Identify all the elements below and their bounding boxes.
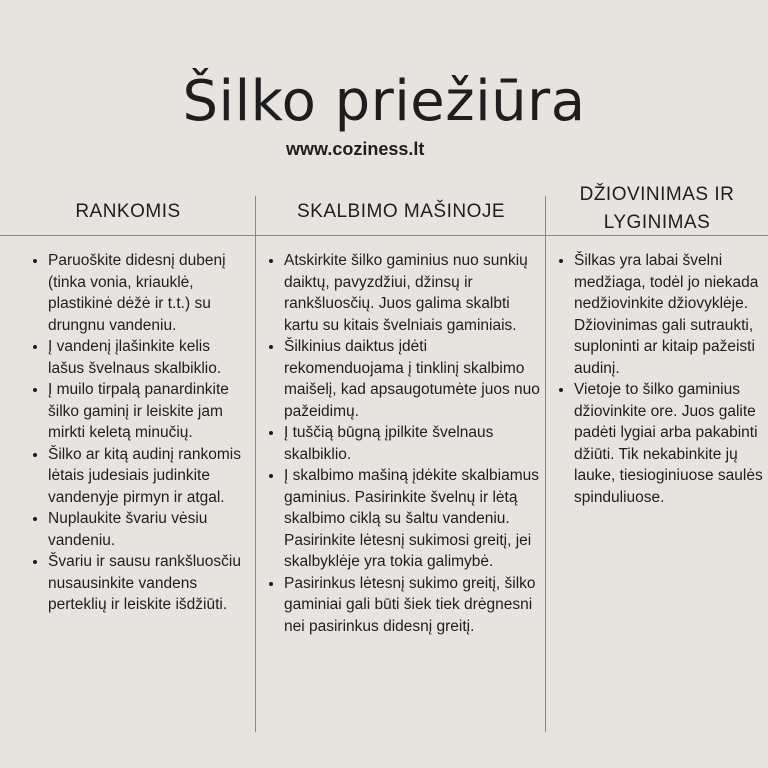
header-divider [0,235,768,236]
list-item: • Švariu ir sausu rankšluosčiu nusausinkite vandens perteklių ir leiskite išdžiūti. [48,551,246,616]
column-divider-1 [255,196,256,732]
drying-ironing-list [552,250,764,508]
list-item: • Į muilo tirpalą panardinkite šilko gaminį ir leiskite jam mirkti keletą minučių. [48,379,246,444]
column-divider-2 [545,196,546,732]
list-item: • Į skalbimo mašiną įdėkite skalbiamus gaminius. Pasirinkite švelnų ir lėtą skalbimo ciklą su šaltu vandeniu. Pasirinkite lėtesnį sukimosi greitį, jei skalbyklėje yra tokia galimybė. [284,465,542,573]
list-item: • Pasirinkus lėtesnį sukimo greitį, šilko gaminiai gali būti šiek tiek drėgnesni nei pasirinkus didesnį greitį. [284,573,542,638]
list-item: • Į tuščią būgną įpilkite švelnaus skalbiklio. [284,422,542,465]
list-item: • Į vandenį įlašinkite kelis lašus švelnaus skalbiklio. [48,336,246,379]
list-item: • Atskirkite šilko gaminius nuo sunkių daiktų, pavyzdžiui, džinsų ir rankšluosčių. Juos galima skalbti kartu su kitais švelniais gaminiais. [284,250,542,336]
column-header-hand-wash: RANKOMIS [75,201,181,222]
page-title: Šilko priežiūra [182,69,586,134]
column-hand-wash [26,250,246,616]
list-item: • Šilkinius daiktus įdėti rekomenduojama į tinklinį skalbimo maišelį, kad apsaugotumėte juos nuo pažeidimų. [284,336,542,422]
machine-wash-list [262,250,542,637]
column-machine-wash [262,250,542,637]
website-url: www.coziness.lt [286,139,425,159]
column-header-machine-wash: SKALBIMO MAŠINOJE [296,201,506,222]
hand-wash-list [26,250,246,616]
list-item: • Paruoškite didesnį dubenį (tinka vonia, kriauklė, plastikinė dėžė ir t.t.) su drungnu vandeniu. [48,250,246,336]
list-item: • Vietoje to šilko gaminius džiovinkite ore. Juos galite padėti lygiai arba pakabinti džiūti. Tik nekabinkite jų lauke, tiesioginiuose saulės spinduliuose. [574,379,764,508]
list-item: • Šilko ar kitą audinį rankomis lėtais judesiais judinkite vandenyje pirmyn ir atgal. [48,444,246,509]
column-header-drying-ironing: DŽIOVINIMAS IR LYGINIMAS [579,184,735,233]
column-drying-ironing [552,250,764,508]
list-item: • Nuplaukite švariu vėsiu vandeniu. [48,508,246,551]
list-item: • Šilkas yra labai švelni medžiaga, todėl jo niekada nedžiovinkite džiovyklėje. Džiovinimas gali sutraukti, suploninti ar kitaip pažeisti audinį. [574,250,764,379]
